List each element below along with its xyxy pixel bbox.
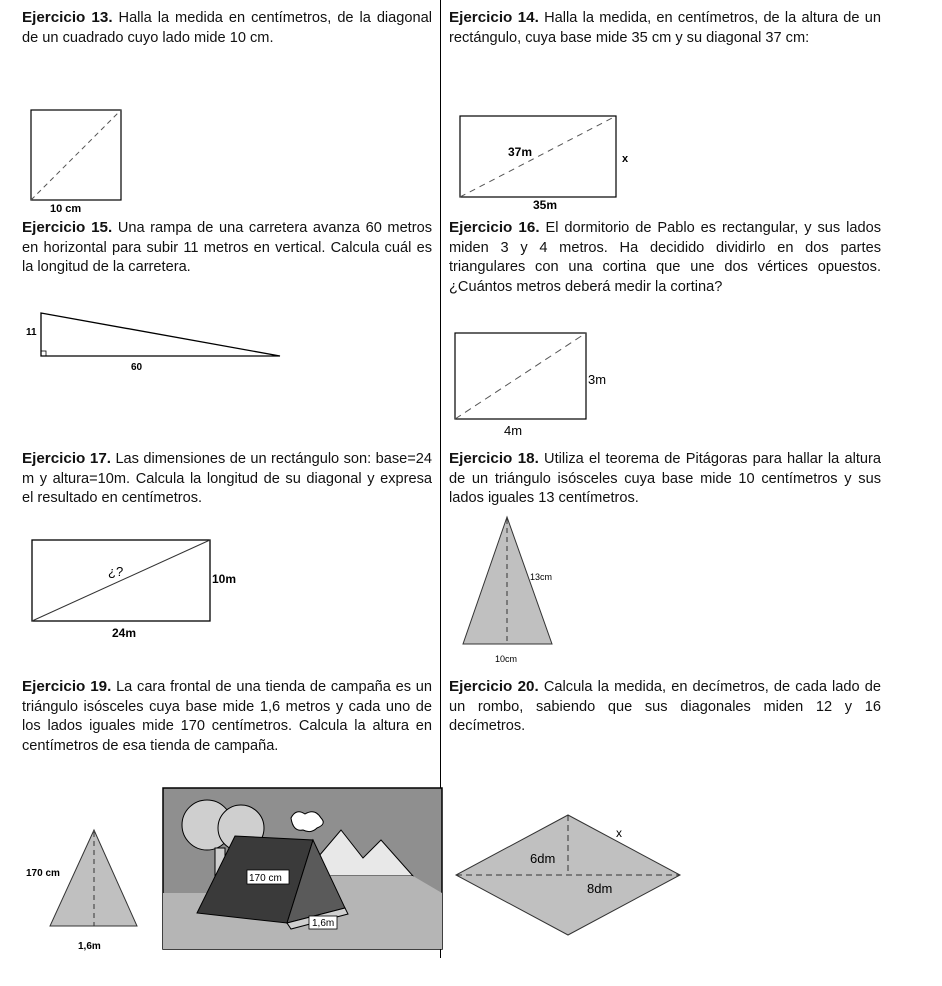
side-label: 170 cm: [26, 868, 60, 879]
exercise-15: [22, 218, 432, 278]
exercise-14-title: Ejercicio 14.: [449, 9, 539, 26]
exercise-15-text: Una rampa de una carretera avanza 60 metros en horizontal para subir 11 metros en vertical. Calcula cuál es la longitud de la carretera.: [22, 220, 433, 276]
tent-scene-illustration: [163, 788, 443, 950]
rectangle-diagonal: [460, 116, 616, 197]
half-diagonal-2-label: 8dm: [587, 881, 613, 896]
exercise-13: [22, 8, 432, 48]
exercise-18: [449, 449, 881, 509]
exercise-20-title: Ejercicio 20.: [449, 678, 539, 695]
exercise-16: [449, 218, 881, 297]
exercise-16-text: El dormitorio de Pablo es rectangular, y sus lados miden 3 y 4 metros. Ha decidido dividirlo en dos partes triangulares con una cortina que une dos vértices opuestos. ¿Cuántos metros deberá medir la cortina?: [449, 220, 882, 295]
figure-16-room: [448, 328, 638, 440]
height-label: x: [622, 153, 629, 165]
diagonal-label: 37m: [508, 145, 533, 159]
base-label: 1,6m: [78, 941, 101, 952]
figure-14-rectangle: [450, 108, 650, 213]
exercise-19: [22, 677, 432, 756]
square-side-label: 10 cm: [50, 203, 82, 215]
figure-20-rhombus: [445, 805, 695, 940]
exercise-20: [449, 677, 881, 737]
side-label: 13cm: [530, 572, 553, 582]
exercise-18-title: Ejercicio 18.: [449, 450, 539, 467]
figure-13-square: [20, 100, 140, 220]
room-base-label: 4m: [504, 423, 523, 438]
figure-18-isosceles: [455, 515, 575, 670]
figure-19-triangle: [20, 828, 150, 958]
side-label: x: [616, 826, 622, 840]
exercise-19-text: La cara frontal de una tienda de campaña es un triángulo isósceles cuya base mide 1,6 metros y cada uno de los lados iguales mide 170 centímetros. Calcula la altura en centímetros de esa tienda de campaña.: [22, 679, 433, 754]
height-label: 10m: [212, 572, 237, 586]
exercise-20-text: Calcula la medida, en decímetros, de cada lado de un rombo, sabiendo que sus diagonales miden 12 y 16 decímetros.: [449, 679, 882, 735]
right-angle-mark: [41, 351, 46, 356]
diagonal-unknown-label: ¿?: [108, 564, 124, 579]
exercise-17: [22, 449, 432, 509]
exercise-17-text: Las dimensiones de un rectángulo son: base=24 m y altura=10m. Calcula la longitud de su diagonal y expresa el resultado en centímetros.: [22, 451, 432, 507]
curtain-diagonal: [455, 333, 586, 419]
exercise-17-title: Ejercicio 17.: [22, 450, 112, 467]
exercise-13-text: Halla la medida en centímetros, de la diagonal de un cuadrado cuyo lado mide 10 cm.: [22, 10, 433, 46]
tent-base-label: 1,6m: [312, 918, 335, 929]
exercise-14: [449, 8, 881, 48]
exercise-19-title: Ejercicio 19.: [22, 678, 112, 695]
figure-17-rectangle: [20, 532, 260, 644]
ramp-height-label: 11: [26, 327, 37, 338]
base-label: 24m: [112, 626, 137, 640]
ramp-base-label: 60: [131, 362, 143, 373]
room-height-label: 3m: [588, 372, 607, 387]
figure-15-ramp: [20, 305, 290, 375]
exercise-16-title: Ejercicio 16.: [449, 219, 540, 236]
half-diagonal-1-label: 6dm: [530, 851, 556, 866]
base-label: 10cm: [495, 654, 518, 664]
exercise-14-text: Halla la medida, en centímetros, de la altura de un rectángulo, cuya base mide 35 cm y su diagonal 37 cm:: [449, 10, 882, 46]
base-label: 35m: [533, 198, 558, 212]
rectangle-diagonal: [32, 540, 210, 621]
tent-side-label: 170 cm: [249, 873, 282, 884]
square-diagonal: [31, 110, 121, 200]
exercise-15-title: Ejercicio 15.: [22, 219, 113, 236]
exercise-18-text: Utiliza el teorema de Pitágoras para hallar la altura de un triángulo isósceles cuya base mide 10 centímetros y sus lados iguales 13 centímetros.: [449, 451, 881, 507]
ramp-triangle: [41, 313, 280, 356]
exercise-13-title: Ejercicio 13.: [22, 9, 113, 26]
